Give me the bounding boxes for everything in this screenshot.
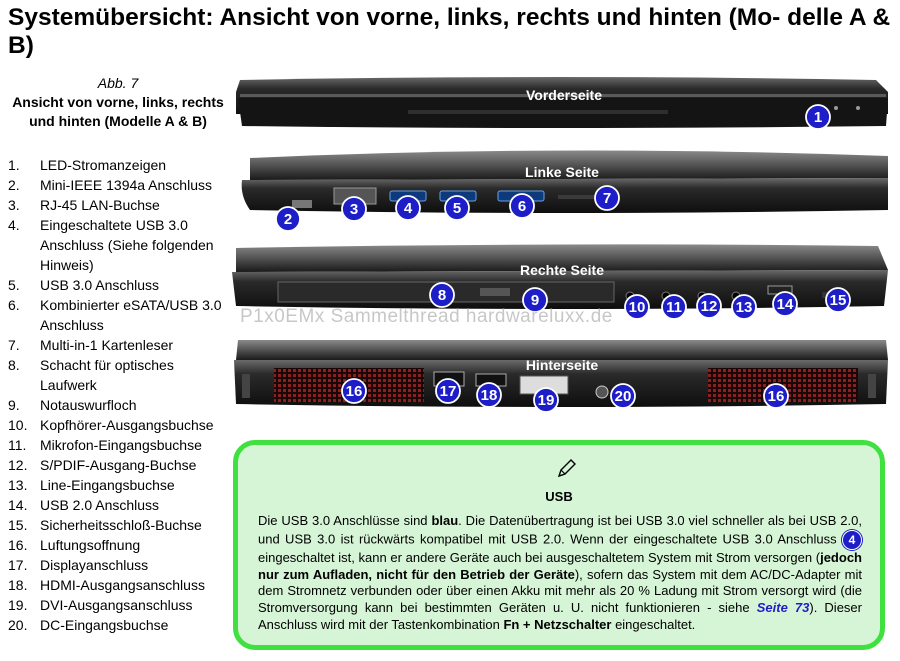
legend-item — [8, 535, 233, 555]
callout-number: 17 — [439, 383, 457, 400]
legend-text: Line-Eingangsbuchse — [40, 477, 175, 493]
callout-badge-5 — [445, 196, 469, 220]
legend-item — [8, 335, 233, 355]
left-view — [242, 150, 888, 213]
legend-text: Mikrofon-Eingangsbuchse — [40, 437, 202, 453]
legend-text: DC-Eingangsbuchse — [40, 617, 169, 633]
view-label-front: Vorderseite — [526, 87, 602, 103]
legend-text: RJ-45 LAN-Buchse — [40, 197, 160, 213]
callout-badge-16 — [342, 379, 366, 403]
legend-text: HDMI-Ausgangsanschluss — [40, 577, 205, 593]
legend-number: 1. — [8, 157, 20, 173]
callout-number: 11 — [666, 299, 682, 316]
callout-number: 14 — [776, 296, 794, 313]
legend-number: 5. — [8, 277, 20, 293]
callout-number: 4 — [403, 200, 413, 217]
callout-badge-19 — [534, 388, 558, 412]
note-bold-part: jedoch nur zum Aufladen, nicht für den Betrieb der Geräte — [258, 549, 862, 582]
legend-text: Kombinierter eSATA/USB 3.0 Anschluss — [40, 297, 222, 333]
callout-badge-10 — [625, 295, 649, 319]
callout-badge-14 — [773, 292, 797, 316]
watermark-text: P1x0EMx Sammelthread hardwareluxx.de — [240, 306, 613, 327]
legend-number: 13. — [8, 477, 28, 493]
legend-item — [8, 455, 233, 475]
callout-number: 7 — [602, 190, 612, 207]
legend-number: 9. — [8, 397, 20, 413]
legend-number: 14. — [8, 497, 28, 513]
callout-number: 16 — [345, 383, 363, 400]
callout-number: 18 — [480, 387, 498, 404]
callout-number: 20 — [614, 388, 632, 405]
callout-number: 1 — [813, 109, 823, 126]
usb-note-box — [233, 440, 885, 650]
laptop-views-illustration — [228, 74, 892, 444]
legend-number: 17. — [8, 557, 28, 573]
front-view — [236, 77, 888, 128]
callout-number: 6 — [517, 198, 527, 215]
legend-text: Kopfhörer-Ausgangsbuchse — [40, 417, 214, 433]
view-label-right: Rechte Seite — [519, 262, 605, 278]
callout-badge-16-right — [764, 384, 788, 408]
figure-number: Abb. 7 — [97, 75, 139, 91]
legend-text: Mini-IEEE 1394a Anschluss — [40, 177, 212, 193]
legend-item — [8, 435, 233, 455]
legend-number: 6. — [8, 297, 20, 313]
figure-title: Ansicht von vorne, links, rechts und hinten (Modelle A & B) — [12, 94, 224, 129]
callout-badge-7 — [595, 186, 619, 210]
note-title: USB — [545, 489, 573, 504]
inline-callout-badge: 4 — [842, 530, 862, 550]
callout-number: 13 — [735, 299, 753, 316]
pencil-icon — [556, 457, 578, 479]
view-label-back: Hinterseite — [525, 357, 599, 373]
legend-text: LED-Stromanzeigen — [40, 157, 167, 173]
legend-item — [8, 195, 233, 215]
legend-item — [8, 275, 233, 295]
legend-text: Multi-in-1 Kartenleser — [40, 337, 174, 353]
legend-text: USB 2.0 Anschluss — [40, 497, 160, 513]
callout-number: 15 — [829, 292, 847, 309]
callout-badge-8 — [430, 283, 454, 307]
figure-caption — [8, 74, 228, 131]
legend-item — [8, 155, 233, 175]
callout-number: 16 — [767, 388, 785, 405]
callout-number: 3 — [349, 201, 359, 218]
back-view — [234, 340, 888, 407]
callout-badge-4 — [396, 196, 420, 220]
callout-badge-17 — [436, 379, 460, 403]
legend-text: Schacht für optisches Laufwerk — [40, 357, 174, 393]
legend-item — [8, 575, 233, 595]
callout-number: 2 — [283, 211, 293, 228]
callout-number: 5 — [452, 200, 462, 217]
legend-item — [8, 475, 233, 495]
legend-text: Sicherheitsschloß-Buchse — [40, 517, 202, 533]
note-body: Die USB 3.0 Anschlüsse sind blau. Die Datenübertragung ist bei USB 3.0 viel schneller als bei USB 2.0, und USB 3.0 ist rückwärts kompatibel mit USB 2.0. Wenn der eingeschaltete USB 3.0 Anschluss 4 eingeschaltet ist, kann er andere Geräte auch bei ausgeschaltetem System mit Strom versorgen (jedoch nur zum Aufladen, nicht für den Betrieb der Geräte), sofern das System mit dem AC/DC-Adapter mit dem Stromnetz verbunden oder über einen Akku mit mehr als 20 % Ladung mit Strom versorgt wird (die Stromversorgung kann bei bestimmten Geräten u. U. nicht funktionieren - siehe Seite 73). Dieser Anschluss wird mit der Tastenkombination Fn + Netzschalter eingeschaltet. — [258, 513, 862, 632]
legend-number: 16. — [8, 537, 28, 553]
note-blue-word: blau — [431, 513, 459, 528]
callout-number: 12 — [700, 298, 718, 315]
callout-number: 10 — [628, 299, 646, 316]
callout-badge-13 — [732, 295, 756, 319]
laptop-views — [228, 74, 892, 444]
legend-number: 8. — [8, 357, 20, 373]
legend-text: Notauswurfloch — [40, 397, 137, 413]
legend-item — [8, 415, 233, 435]
legend-item — [8, 615, 233, 635]
legend-item — [8, 215, 233, 275]
callout-badge-2 — [276, 207, 300, 231]
legend-item — [8, 595, 233, 615]
legend-item — [8, 495, 233, 515]
legend-number: 20. — [8, 617, 28, 633]
legend-number: 7. — [8, 337, 20, 353]
note-key-combo: Fn + Netzschalter — [503, 616, 612, 632]
callout-badge-3 — [342, 197, 366, 221]
view-label-left: Linke Seite — [525, 164, 599, 180]
callout-badge-12 — [697, 294, 721, 318]
legend-number: 19. — [8, 597, 28, 613]
legend-item — [8, 175, 233, 195]
legend-text: Eingeschaltete USB 3.0 Anschluss (Siehe folgenden Hinweis) — [40, 217, 214, 273]
legend-number: 2. — [8, 177, 20, 193]
callout-number: 19 — [537, 392, 555, 409]
legend-item — [8, 515, 233, 535]
legend-number: 10. — [8, 417, 28, 433]
legend-number: 18. — [8, 577, 28, 593]
port-legend-list — [8, 155, 233, 635]
callout-badge-6 — [510, 194, 534, 218]
legend-item — [8, 295, 233, 335]
legend-item — [8, 355, 233, 395]
legend-text: Luftungsoffnung — [40, 537, 141, 553]
legend-item — [8, 395, 233, 415]
legend-number: 12. — [8, 457, 28, 473]
legend-number: 4. — [8, 217, 20, 233]
callout-badge-18 — [477, 383, 501, 407]
callout-number: 9 — [530, 292, 540, 309]
legend-number: 3. — [8, 197, 20, 213]
page-link[interactable]: Seite 73 — [756, 600, 810, 616]
legend-item — [8, 555, 233, 575]
page-title: Systemübersicht: Ansicht von vorne, links, rechts und hinten (Mo- delle A & B) — [8, 4, 891, 59]
callout-badge-11 — [662, 295, 686, 319]
legend-text: Displayanschluss — [40, 557, 149, 573]
callout-badge-15 — [826, 288, 850, 312]
callout-badge-20 — [611, 384, 635, 408]
callout-badge-1 — [806, 105, 830, 129]
legend-text: S/PDIF-Ausgang-Buchse — [40, 457, 197, 473]
legend-text: DVI-Ausgangsanschluss — [40, 597, 193, 613]
legend-text: USB 3.0 Anschluss — [40, 277, 160, 293]
legend-number: 15. — [8, 517, 28, 533]
legend-number: 11. — [8, 437, 27, 453]
callout-number: 8 — [437, 287, 447, 304]
